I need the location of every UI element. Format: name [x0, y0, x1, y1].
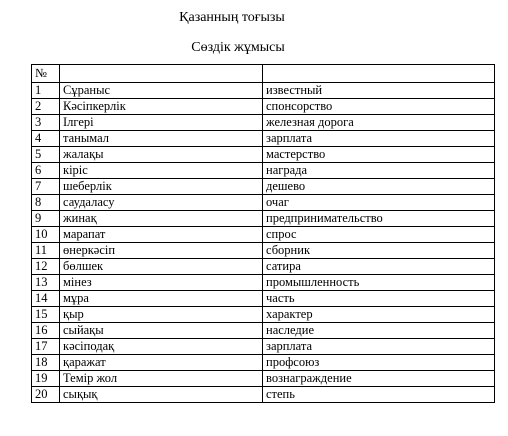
row-number-cell: 6: [32, 163, 60, 179]
russian-word-cell: спонсорство: [263, 99, 495, 115]
table-row: [32, 147, 495, 163]
row-number-cell: 11: [32, 243, 60, 259]
kazakh-word-cell: қаражат: [60, 355, 263, 371]
kazakh-word-cell: мұра: [60, 291, 263, 307]
russian-word-cell: вознаграждение: [263, 371, 495, 387]
table-row: [32, 195, 495, 211]
row-number-cell: 15: [32, 307, 60, 323]
russian-word-cell: часть: [263, 291, 495, 307]
russian-word-cell: железная дорога: [263, 115, 495, 131]
table-row: [32, 339, 495, 355]
russian-word-cell: спрос: [263, 227, 495, 243]
kazakh-word-cell: саудаласу: [60, 195, 263, 211]
table-row: [32, 243, 495, 259]
kazakh-word-cell: шеберлік: [60, 179, 263, 195]
kazakh-word-cell: сықық: [60, 387, 263, 403]
kazakh-word-cell: жалақы: [60, 147, 263, 163]
table-row: [32, 259, 495, 275]
table-row: [32, 163, 495, 179]
table-row: [32, 275, 495, 291]
kazakh-word-cell: мінез: [60, 275, 263, 291]
table-header-row: [32, 65, 495, 83]
russian-word-cell: очаг: [263, 195, 495, 211]
row-number-cell: 20: [32, 387, 60, 403]
table-row: [32, 227, 495, 243]
russian-word-cell: сборник: [263, 243, 495, 259]
table-row: [32, 323, 495, 339]
document-subtitle: Сөздік жұмысы: [191, 40, 285, 55]
kazakh-word-cell: өнеркәсіп: [60, 243, 263, 259]
russian-word-cell: сатира: [263, 259, 495, 275]
row-number-cell: 14: [32, 291, 60, 307]
table-row: [32, 131, 495, 147]
kazakh-word-cell: Ілгері: [60, 115, 263, 131]
row-number-cell: 4: [32, 131, 60, 147]
russian-word-cell: дешево: [263, 179, 495, 195]
kazakh-word-cell: бөлшек: [60, 259, 263, 275]
row-number-cell: 2: [32, 99, 60, 115]
row-number-cell: 7: [32, 179, 60, 195]
row-number-cell: 19: [32, 371, 60, 387]
row-number-cell: 9: [32, 211, 60, 227]
row-number-cell: 5: [32, 147, 60, 163]
kazakh-word-cell: кіріс: [60, 163, 263, 179]
kazakh-word-cell: жинақ: [60, 211, 263, 227]
kazakh-word-cell: Кәсіпкерлік: [60, 99, 263, 115]
russian-word-cell: наследие: [263, 323, 495, 339]
table-row: [32, 99, 495, 115]
kazakh-word-cell: танымал: [60, 131, 263, 147]
russian-word-cell: профсоюз: [263, 355, 495, 371]
table-row: [32, 179, 495, 195]
russian-word-cell: предпринимательство: [263, 211, 495, 227]
row-number-cell: 12: [32, 259, 60, 275]
table-row: [32, 83, 495, 99]
russian-word-cell: награда: [263, 163, 495, 179]
russian-word-cell: степь: [263, 387, 495, 403]
header-russian-cell: [263, 65, 495, 83]
kazakh-word-cell: Сұраныс: [60, 83, 263, 99]
table-row: [32, 371, 495, 387]
table-row: [32, 387, 495, 403]
table-row: [32, 307, 495, 323]
russian-word-cell: зарплата: [263, 339, 495, 355]
header-number-cell: №: [32, 65, 60, 83]
kazakh-word-cell: қыр: [60, 307, 263, 323]
table-row: [32, 115, 495, 131]
russian-word-cell: характер: [263, 307, 495, 323]
kazakh-word-cell: сыйақы: [60, 323, 263, 339]
row-number-cell: 17: [32, 339, 60, 355]
table-row: [32, 355, 495, 371]
row-number-cell: 1: [32, 83, 60, 99]
row-number-cell: 16: [32, 323, 60, 339]
russian-word-cell: зарплата: [263, 131, 495, 147]
header-kazakh-cell: [60, 65, 263, 83]
row-number-cell: 8: [32, 195, 60, 211]
row-number-cell: 3: [32, 115, 60, 131]
vocabulary-table-body: [32, 65, 495, 403]
row-number-cell: 18: [32, 355, 60, 371]
vocabulary-table: [31, 64, 495, 403]
kazakh-word-cell: марапат: [60, 227, 263, 243]
russian-word-cell: промышленность: [263, 275, 495, 291]
row-number-cell: 10: [32, 227, 60, 243]
document-title: Қазанның тоғызы: [179, 10, 285, 25]
table-row: [32, 291, 495, 307]
kazakh-word-cell: кәсіподақ: [60, 339, 263, 355]
russian-word-cell: известный: [263, 83, 495, 99]
russian-word-cell: мастерство: [263, 147, 495, 163]
kazakh-word-cell: Темір жол: [60, 371, 263, 387]
table-row: [32, 211, 495, 227]
row-number-cell: 13: [32, 275, 60, 291]
